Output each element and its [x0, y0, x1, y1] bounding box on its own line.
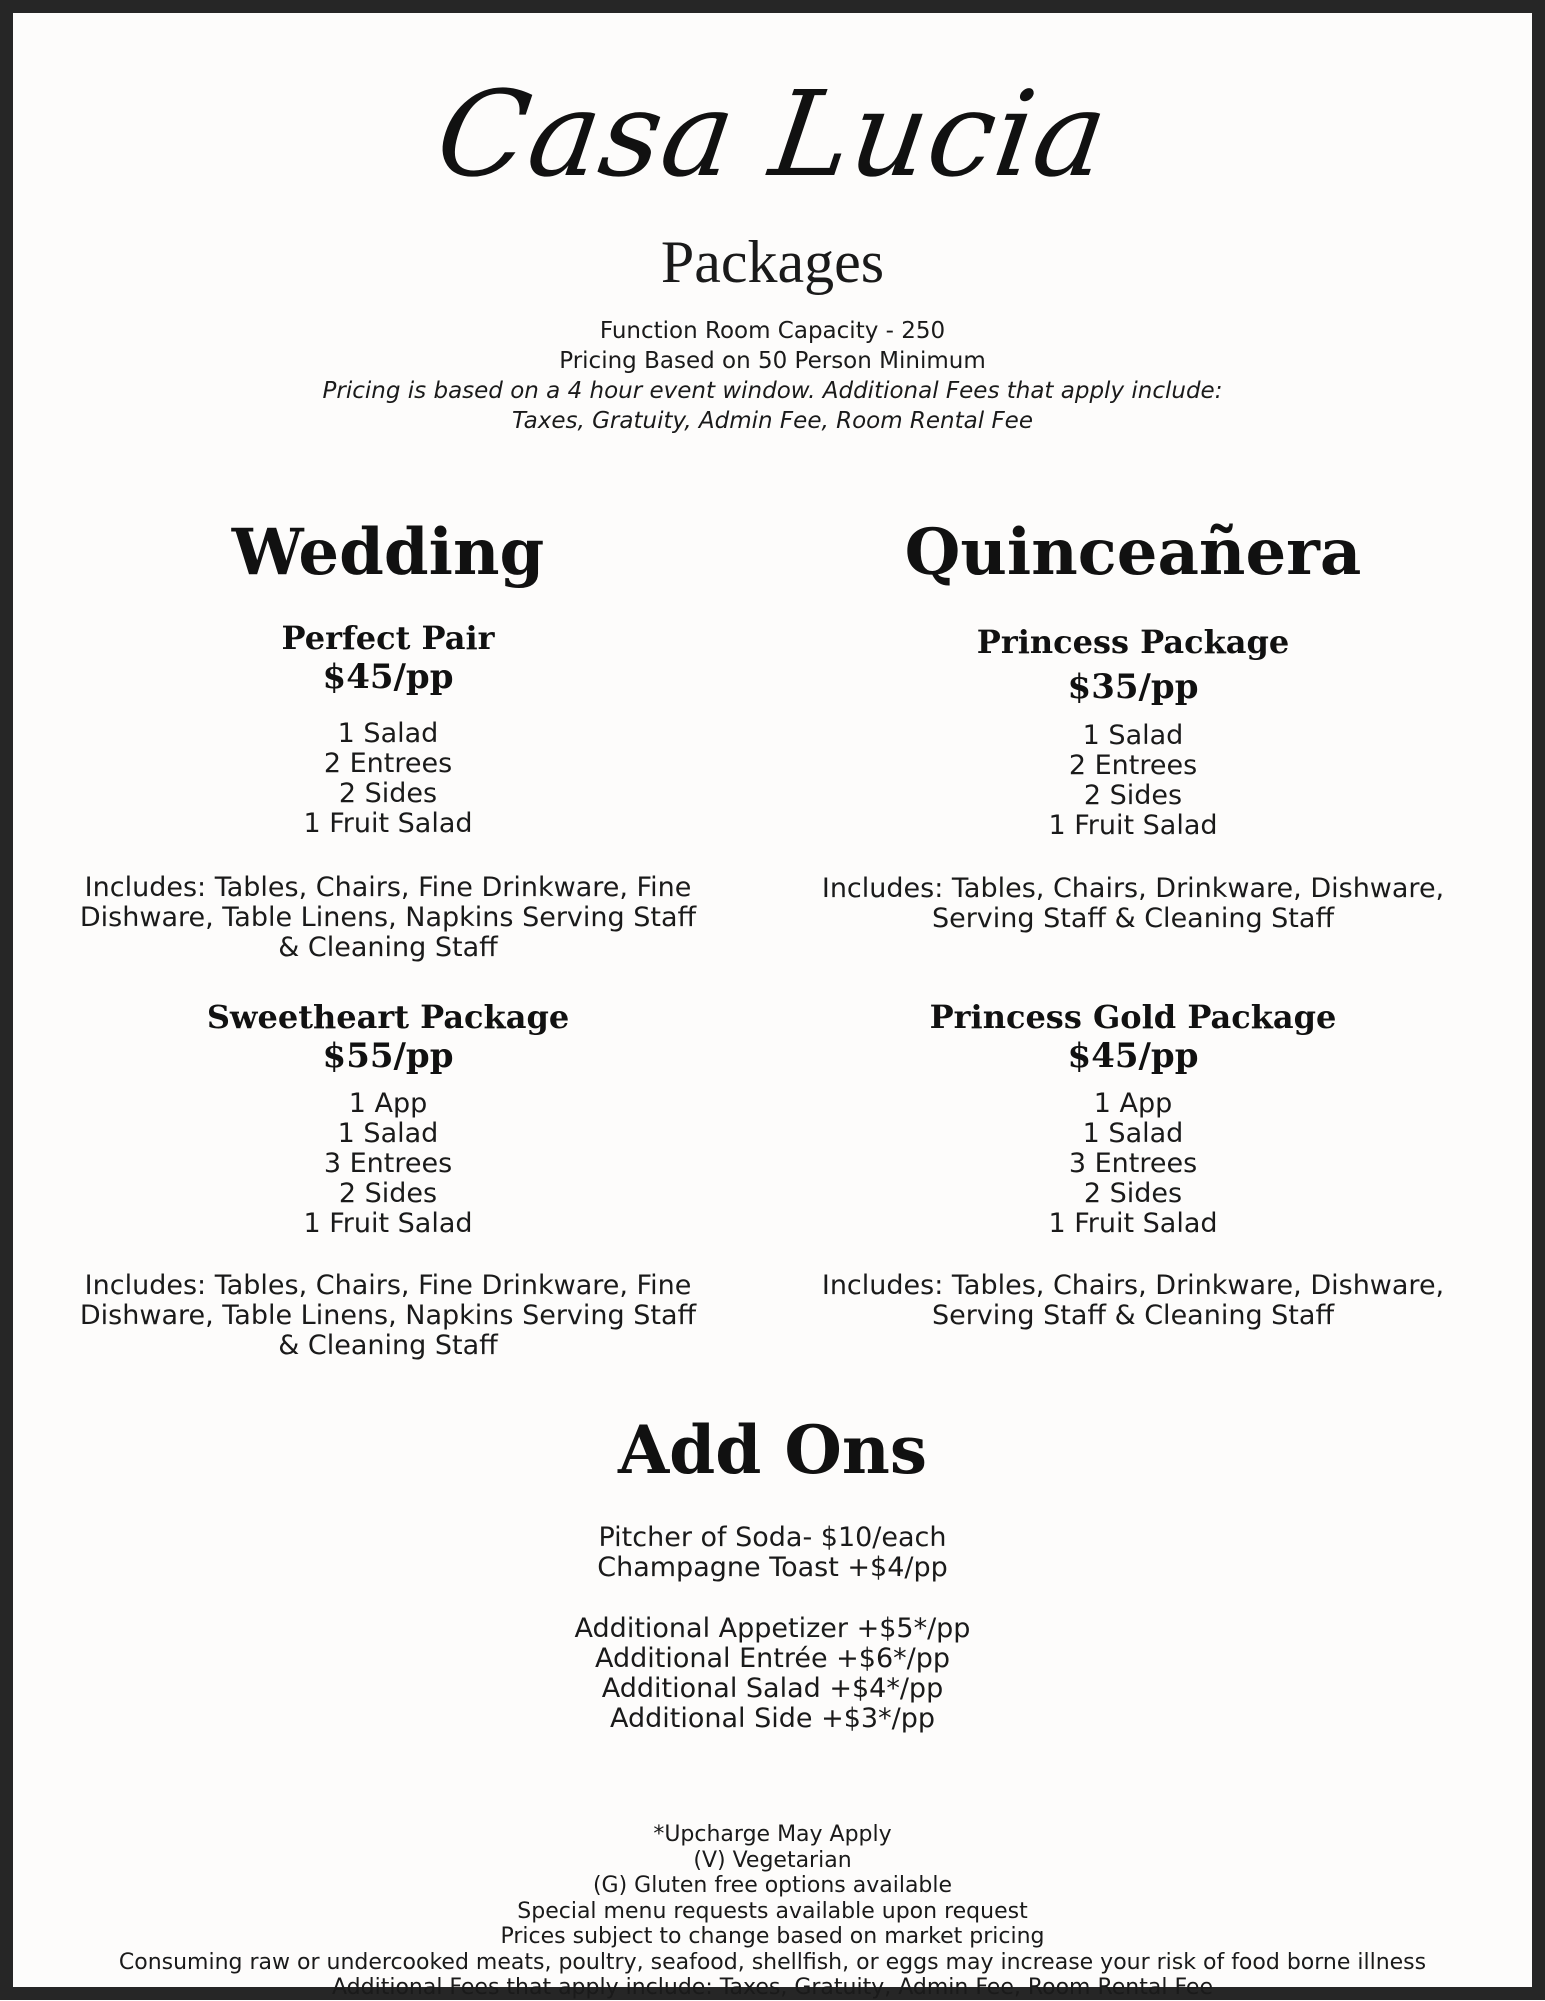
- package-price: $45/pp: [1067, 1036, 1199, 1076]
- wedding-heading: Wedding: [231, 515, 545, 590]
- list-item: Additional Entrée +$6*/pp: [594, 1643, 951, 1674]
- casa-lucia-logo: Casa Lucia: [429, 65, 1116, 203]
- includes-line: & Cleaning Staff: [278, 932, 498, 963]
- add-ons-additions: [13, 1614, 1532, 1734]
- list-item: Additional Salad +$4*/pp: [601, 1673, 944, 1704]
- includes-line: Includes: Tables, Chairs, Drinkware, Dishware,: [821, 873, 1445, 904]
- note-line: Special menu requests available upon request: [517, 1898, 1028, 1924]
- add-ons-drinks: [13, 1523, 1532, 1583]
- list-item: 1 Fruit Salad: [1048, 1208, 1218, 1239]
- list-item: 1 Fruit Salad: [303, 1208, 473, 1239]
- packages-title: Packages: [660, 229, 885, 295]
- list-item: 2 Entrees: [323, 748, 453, 779]
- includes-line: Dishware, Table Linens, Napkins Serving Staff: [79, 902, 697, 933]
- list-item: 3 Entrees: [1068, 1148, 1198, 1179]
- minimum-text: Pricing Based on 50 Person Minimum: [559, 348, 986, 374]
- package-items: [803, 721, 1463, 841]
- package-name: Princess Gold Package: [929, 998, 1337, 1036]
- list-item: Pitcher of Soda- $10/each: [598, 1522, 947, 1553]
- pricing-info: [13, 316, 1532, 436]
- includes-line: Includes: Tables, Chairs, Fine Drinkware, Fine: [84, 1270, 692, 1301]
- includes-line: Includes: Tables, Chairs, Fine Drinkware, Fine: [84, 872, 692, 903]
- event-window-note: Pricing is based on a 4 hour event window. Additional Fees that apply include:: [322, 378, 1223, 404]
- list-item: 2 Sides: [1083, 780, 1183, 811]
- includes-line: Serving Staff & Cleaning Staff: [931, 903, 1335, 934]
- list-item: 1 Salad: [337, 718, 439, 749]
- list-item: 1 Salad: [1082, 720, 1184, 751]
- includes-line: & Cleaning Staff: [278, 1330, 498, 1361]
- package-perfect-pair: [53, 619, 723, 697]
- note-line: *Upcharge May Apply: [653, 1822, 892, 1847]
- package-name: Sweetheart Package: [206, 998, 570, 1036]
- quinceanera-heading: Quinceañera: [904, 515, 1362, 590]
- includes-line: Serving Staff & Cleaning Staff: [931, 1300, 1335, 1331]
- package-includes: [803, 874, 1463, 934]
- footer-notes: [13, 1822, 1532, 2001]
- list-item: 3 Entrees: [323, 1148, 453, 1179]
- note-line: Consuming raw or undercooked meats, poultry, seafood, shellfish, or eggs may increase your risk of food borne illness: [118, 1949, 1427, 1975]
- list-item: 1 Fruit Salad: [1048, 810, 1218, 841]
- list-item: 2 Sides: [338, 778, 438, 809]
- list-item: 1 Salad: [1082, 1118, 1184, 1149]
- note-line: (V) Vegetarian: [693, 1847, 852, 1873]
- package-items: [53, 1089, 723, 1239]
- includes-line: Dishware, Table Linens, Napkins Serving Staff: [79, 1300, 697, 1331]
- package-price: $45/pp: [322, 657, 454, 697]
- includes-line: Includes: Tables, Chairs, Drinkware, Dishware,: [821, 1270, 1445, 1301]
- list-item: 2 Sides: [338, 1178, 438, 1209]
- package-princess: [803, 623, 1463, 707]
- list-item: 1 Fruit Salad: [303, 808, 473, 839]
- package-includes: [53, 873, 723, 963]
- list-item: Champagne Toast +$4/pp: [597, 1552, 948, 1583]
- add-ons-heading: Add Ons: [617, 1411, 928, 1489]
- list-item: 1 App: [1093, 1088, 1173, 1119]
- package-price: $35/pp: [1067, 667, 1199, 707]
- package-name: Princess Package: [976, 623, 1290, 661]
- list-item: 1 App: [348, 1088, 428, 1119]
- package-includes: [803, 1271, 1463, 1331]
- list-item: 1 Salad: [337, 1118, 439, 1149]
- package-name: Perfect Pair: [281, 619, 495, 657]
- package-items: [803, 1089, 1463, 1239]
- package-items: [53, 719, 723, 839]
- capacity-text: Function Room Capacity - 250: [599, 318, 946, 344]
- list-item: 2 Entrees: [1068, 750, 1198, 781]
- package-princess-gold: [803, 998, 1463, 1076]
- package-sweetheart: [53, 998, 723, 1076]
- list-item: 2 Sides: [1083, 1178, 1183, 1209]
- note-line: Additional Fees that apply include: Taxes, Gratuity, Admin Fee, Room Rental Fee: [332, 1975, 1213, 2000]
- list-item: Additional Appetizer +$5*/pp: [574, 1613, 971, 1644]
- fees-note: Taxes, Gratuity, Admin Fee, Room Rental Fee: [512, 408, 1033, 434]
- list-item: Additional Side +$3*/pp: [610, 1703, 935, 1734]
- package-includes: [53, 1271, 723, 1361]
- package-price: $55/pp: [322, 1036, 454, 1076]
- note-line: (G) Gluten free options available: [592, 1873, 953, 1898]
- note-line: Prices subject to change based on market pricing: [500, 1924, 1045, 1949]
